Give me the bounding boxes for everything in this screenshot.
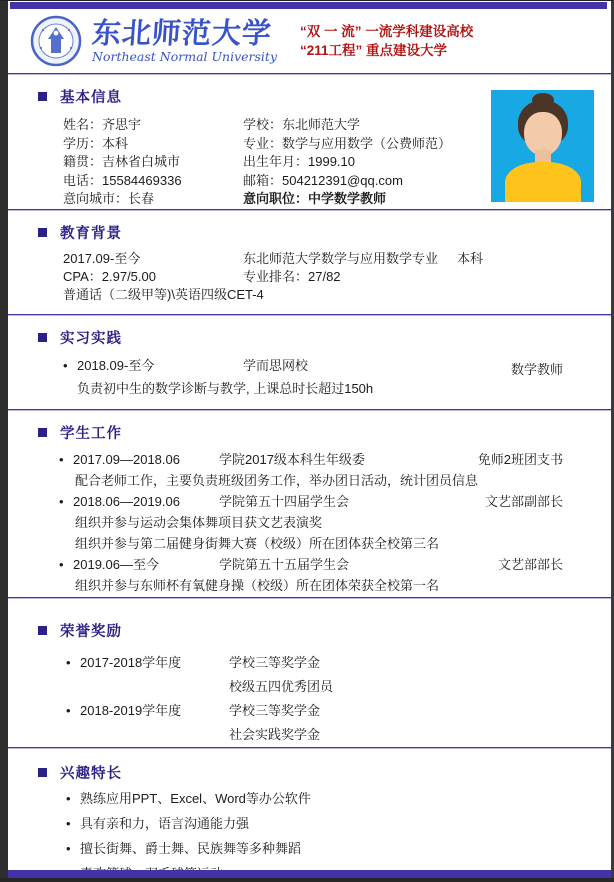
honor-award: 学校三等奖学金 (229, 702, 321, 718)
section-title: 基本信息 (60, 90, 122, 106)
university-slogan (300, 22, 473, 60)
page-bottom-edge (0, 878, 614, 882)
field-value: 长春 (128, 191, 155, 206)
bullet-icon: • (59, 493, 64, 509)
interest-item (66, 786, 563, 811)
section-bullet-icon (38, 428, 47, 437)
honors-row (66, 651, 563, 675)
bullet-icon: • (66, 654, 71, 670)
section-basic-info (8, 73, 611, 209)
id-photo (491, 90, 594, 202)
entry-detail: 组织并参与运动会集体舞项目获文艺表演奖 (75, 514, 323, 530)
bullet-icon: • (66, 790, 71, 806)
university-name-cn: 东北师范大学 (90, 16, 274, 50)
education-row (63, 250, 563, 268)
slogan-line-1: “双 一 流” 一流学科建设高校 (300, 24, 474, 39)
entry-date: 2018.06—2019.06 (73, 493, 180, 509)
entry-org: 学院第五十五届学生会 (219, 556, 350, 572)
entry-date: 2017.09—2018.06 (73, 451, 180, 467)
section-student-work-header (38, 422, 563, 443)
honor-date: 2018-2019学年度 (80, 702, 182, 718)
student-work-entry (59, 554, 563, 575)
entry-role: 文艺部副部长 (484, 493, 563, 509)
basic-info-row (63, 135, 563, 154)
section-education (8, 209, 611, 314)
entry-org: 学院第五十四届学生会 (219, 493, 350, 509)
section-bullet-icon (38, 626, 47, 635)
honors-row (66, 723, 563, 747)
field-label: 邮箱： (243, 172, 283, 188)
honors-rows (66, 651, 563, 747)
field-label: 籍贯： (63, 154, 103, 169)
university-logo-icon (30, 15, 82, 67)
section-bullet-icon (38, 228, 47, 237)
interests-rows (66, 786, 563, 882)
section-title: 学生工作 (60, 425, 122, 442)
section-internship-header (38, 327, 563, 348)
field-label: 学历： (63, 135, 103, 151)
field-label: 学校： (243, 117, 283, 132)
entry-detail: 组织并参与东师杯有氧健身操（校级）所在团体荣获全校第一名 (75, 577, 440, 593)
education-row (63, 286, 563, 304)
honor-award: 学校三等奖学金 (229, 654, 321, 670)
photo-shirt (505, 162, 581, 202)
honor-award: 校级五四优秀团员 (229, 678, 334, 694)
page-left-edge (0, 1, 8, 882)
student-work-entry (59, 491, 563, 512)
section-title: 实习实践 (60, 330, 122, 347)
internship-row (63, 356, 563, 379)
section-education-header (38, 222, 563, 243)
field-value: 吉林省白城市 (102, 154, 181, 169)
interest-text: 熟练应用PPT、Excel、Word等办公软件 (80, 790, 311, 806)
basic-info-row (63, 116, 563, 135)
education-row (63, 268, 563, 286)
honor-award: 社会实践奖学金 (229, 726, 321, 742)
education-certs: 普通话（二级甲等)\英语四级CET-4 (63, 286, 264, 302)
honors-row (66, 699, 563, 723)
internship-org: 学而思网校 (243, 357, 309, 373)
section-honors (8, 597, 611, 747)
section-student-work (8, 409, 611, 597)
bullet-icon: • (66, 840, 71, 856)
honors-row (66, 675, 563, 699)
education-date: 2017.09-至今 (63, 250, 141, 266)
education-rank: 专业排名：27/82 (243, 268, 341, 284)
section-honors-header (38, 620, 563, 641)
education-rows (63, 250, 563, 304)
section-bullet-icon (38, 768, 47, 777)
internship-role: 数学教师 (510, 361, 563, 377)
entry-role: 文艺部部长 (497, 556, 563, 572)
entry-detail: 组织并参与第二届健身街舞大赛（校级）所在团体获全校第三名 (75, 535, 440, 551)
bottom-accent-bar (8, 870, 614, 878)
interest-text: 具有亲和力，语言沟通能力强 (80, 815, 250, 831)
bullet-icon: • (63, 357, 68, 373)
student-work-rows (59, 449, 563, 596)
university-name-en: Northeast Normal University (92, 49, 278, 64)
field-label: 姓名： (63, 117, 103, 132)
entry-date: 2019.06—至今 (73, 556, 159, 572)
entry-detail: 配合老师工作，主要负责班级团务工作，举办团日活动，统计团员信息 (75, 472, 479, 488)
field-value: 齐思宇 (102, 117, 142, 132)
interest-text: 擅长街舞、爵士舞、民族舞等多种舞蹈 (80, 840, 302, 856)
education-school-major: 东北师范大学数学与应用数学专业 (243, 250, 439, 266)
bullet-icon: • (59, 556, 64, 572)
field-value: 1999.10 (308, 154, 356, 169)
top-accent-bar (10, 2, 607, 9)
internship-date: 2018.09-至今 (77, 357, 155, 373)
field-value: 中学数学教师 (308, 191, 387, 206)
section-basic-info-header (38, 86, 563, 107)
section-title: 教育背景 (60, 225, 122, 242)
bullet-icon: • (66, 815, 71, 831)
bullet-icon: • (59, 451, 64, 467)
education-degree: 本科 (457, 250, 484, 266)
field-label: 电话： (63, 172, 103, 188)
field-label: 意向城市： (63, 191, 129, 206)
section-title: 荣誉奖励 (60, 623, 122, 640)
field-value: 数学与应用数学（公费师范） (282, 135, 452, 151)
education-gpa: CPA：2.97/5.00 (63, 268, 156, 284)
basic-info-rows (63, 116, 563, 209)
entry-role: 免师2班团支书 (477, 451, 563, 467)
internship-detail: 负责初中生的数学诊断与教学, 上课总时长超过150h (77, 380, 374, 396)
entry-org: 学院2017级本科生年级委 (219, 451, 365, 467)
section-bullet-icon (38, 92, 47, 101)
field-value: 东北师范大学 (282, 117, 361, 132)
university-header (8, 9, 611, 73)
field-label: 出生年月： (243, 154, 309, 169)
interest-item (66, 836, 563, 861)
honor-date: 2017-2018学年度 (80, 654, 182, 670)
basic-info-row (63, 153, 563, 172)
slogan-line-2: “211工程” 重点建设大学 (300, 43, 448, 58)
section-title: 兴趣特长 (60, 765, 122, 782)
field-label: 意向职位： (243, 191, 309, 206)
resume-content (8, 9, 611, 882)
basic-info-row (63, 172, 563, 191)
field-value: 本科 (102, 135, 129, 151)
basic-info-row (63, 190, 563, 209)
section-interests-header (38, 762, 563, 783)
field-label: 专业： (243, 135, 283, 151)
field-value: 15584469336 (102, 172, 182, 188)
section-bullet-icon (38, 333, 47, 342)
internship-rows (63, 356, 563, 398)
field-value: 504212391@qq.com (282, 172, 403, 188)
section-internship (8, 314, 611, 409)
section-interests (8, 747, 611, 882)
university-name-block (92, 18, 282, 64)
interest-item (66, 811, 563, 836)
bullet-icon: • (66, 702, 71, 718)
student-work-entry (59, 449, 563, 470)
